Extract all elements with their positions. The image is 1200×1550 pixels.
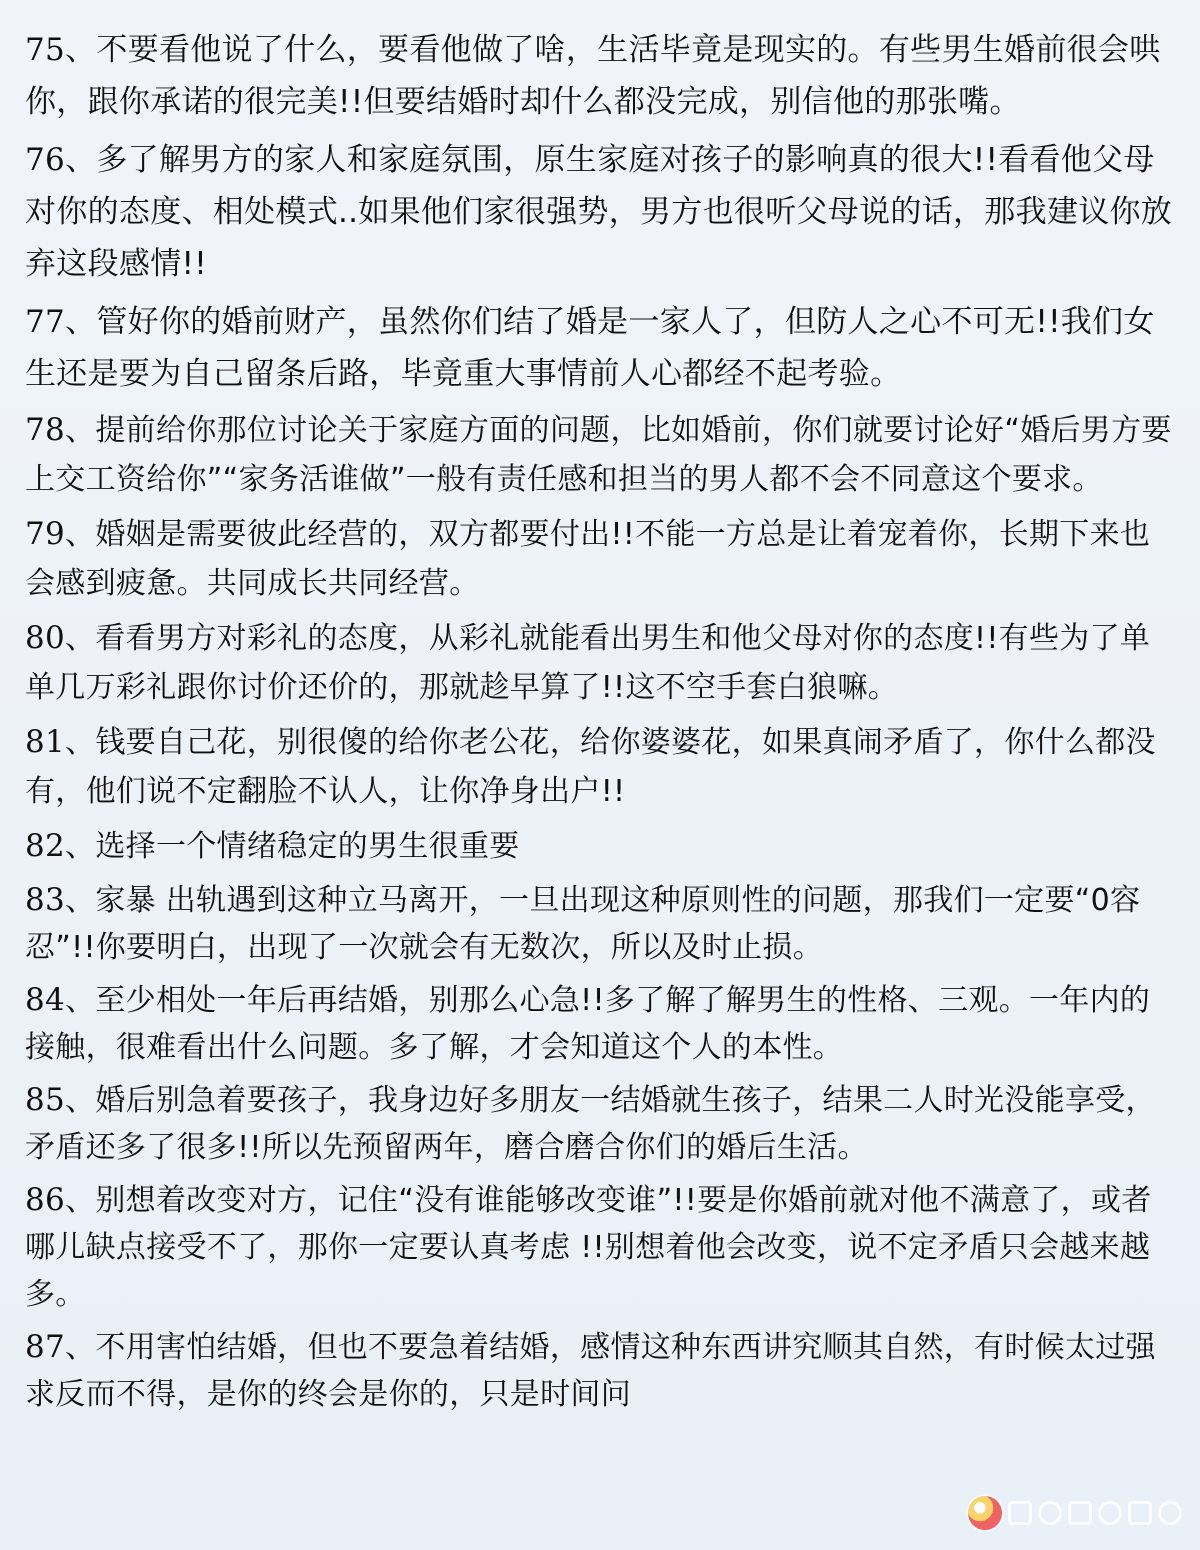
item-text: 、婚姻是需要彼此经营的，双方都要付出!!不能一方总是让着宠着你，长期下来也会感到疲惫。共同成长共同经营。 <box>25 517 1151 601</box>
list-item <box>25 1077 1175 1171</box>
item-text: 、钱要自己花，别很傻的给你老公花，给你婆婆花，如果真闹矛盾了，你什么都没有，他们说不定翻脸不认人，让你净身出户!! <box>25 725 1156 809</box>
item-number: 86 <box>25 1182 66 1218</box>
item-number: 87 <box>25 1329 66 1365</box>
list-item <box>25 134 1175 290</box>
item-text: 、家暴 出轨遇到这种立马离开，一旦出现这种原则性的问题，那我们一定要“0容忍”!!你要明白，出现了一次就会有无数次，所以及时止损。 <box>25 883 1141 965</box>
watermark-glyph-icon <box>1098 1501 1122 1525</box>
list-item <box>25 1177 1175 1318</box>
watermark-glyph-icon <box>1038 1501 1062 1525</box>
item-text: 、看看男方对彩礼的态度，从彩礼就能看出男生和他父母对你的态度!!有些为了单单几万彩礼跟你讨价还价的，那就趁早算了!!这不空手套白狼嘛。 <box>25 621 1151 705</box>
item-text: 、至少相处一年后再结婚，别那么心急!!多了解了解男生的性格、三观。一年内的接触，很难看出什么问题。多了解，才会知道这个人的本性。 <box>25 983 1151 1065</box>
list-item <box>25 296 1175 400</box>
item-text: 、管好你的婚前财产，虽然你们结了婚是一家人了，但防人之心不可无!!我们女生还是要为自己留条后路，毕竟重大事情前人心都经不起考验。 <box>25 304 1155 392</box>
item-number: 76 <box>25 142 66 178</box>
watermark-glyph-icon <box>1068 1501 1092 1525</box>
item-number: 78 <box>25 412 66 448</box>
item-text: 、提前给你那位讨论关于家庭方面的问题，比如婚前，你们就要讨论好“婚后男方要上交工资给你”“家务活谁做”一般有责任感和担当的男人都不会不同意这个要求。 <box>25 413 1172 497</box>
list-item <box>25 24 1175 128</box>
item-text: 、别想着改变对方，记住“没有谁能够改变谁”!!要是你婚前就对他不满意了，或者哪儿缺点接受不了，那你一定要认真考虑 !!别想着他会改变，说不定矛盾只会越来越多。 <box>25 1183 1152 1312</box>
item-number: 79 <box>25 516 66 552</box>
item-text: 、不用害怕结婚，但也不要急着结婚，感情这种东西讲究顺其自然，有时候太过强求反而不得，是你的终会是你的，只是时间问 <box>25 1330 1156 1412</box>
item-number: 75 <box>25 32 66 68</box>
item-text: 、婚后别急着要孩子，我身边好多朋友一结婚就生孩子，结果二人时光没能享受，矛盾还多了很多!!所以先预留两年，磨合磨合你们的婚后生活。 <box>25 1083 1156 1165</box>
item-number: 85 <box>25 1082 66 1118</box>
list-item <box>25 1324 1175 1418</box>
item-text: 、不要看他说了什么，要看他做了啥，生活毕竟是现实的。有些男生婚前很会哄你，跟你承诺的很完美!!但要结婚时却什么都没完成，别信他的那张嘴。 <box>25 32 1161 120</box>
item-text: 、多了解男方的家人和家庭氛围，原生家庭对孩子的影响真的很大!!看看他父母对你的态度、相处模式..如果他们家很强势，男方也很听父母说的话，那我建议你放弃这段感情!! <box>25 142 1173 282</box>
list-item <box>25 822 1175 871</box>
item-number: 80 <box>25 620 66 656</box>
watermark-glyph-icon <box>1158 1501 1182 1525</box>
list-item <box>25 406 1175 504</box>
item-text: 、选择一个情绪稳定的男生很重要 <box>65 829 520 864</box>
list-item <box>25 510 1175 608</box>
watermark-glyph-icon <box>1128 1501 1152 1525</box>
item-number: 82 <box>25 828 66 864</box>
item-number: 77 <box>25 304 66 340</box>
item-number: 83 <box>25 882 66 918</box>
watermark-glyph-icon <box>1008 1501 1032 1525</box>
advice-list <box>25 24 1175 1424</box>
item-number: 81 <box>25 724 66 760</box>
list-item <box>25 718 1175 816</box>
weibo-watermark-icon <box>852 1488 1182 1538</box>
list-item <box>25 977 1175 1071</box>
item-number: 84 <box>25 982 66 1018</box>
weibo-logo-icon <box>968 1496 1002 1530</box>
list-item <box>25 877 1175 971</box>
list-item <box>25 614 1175 712</box>
